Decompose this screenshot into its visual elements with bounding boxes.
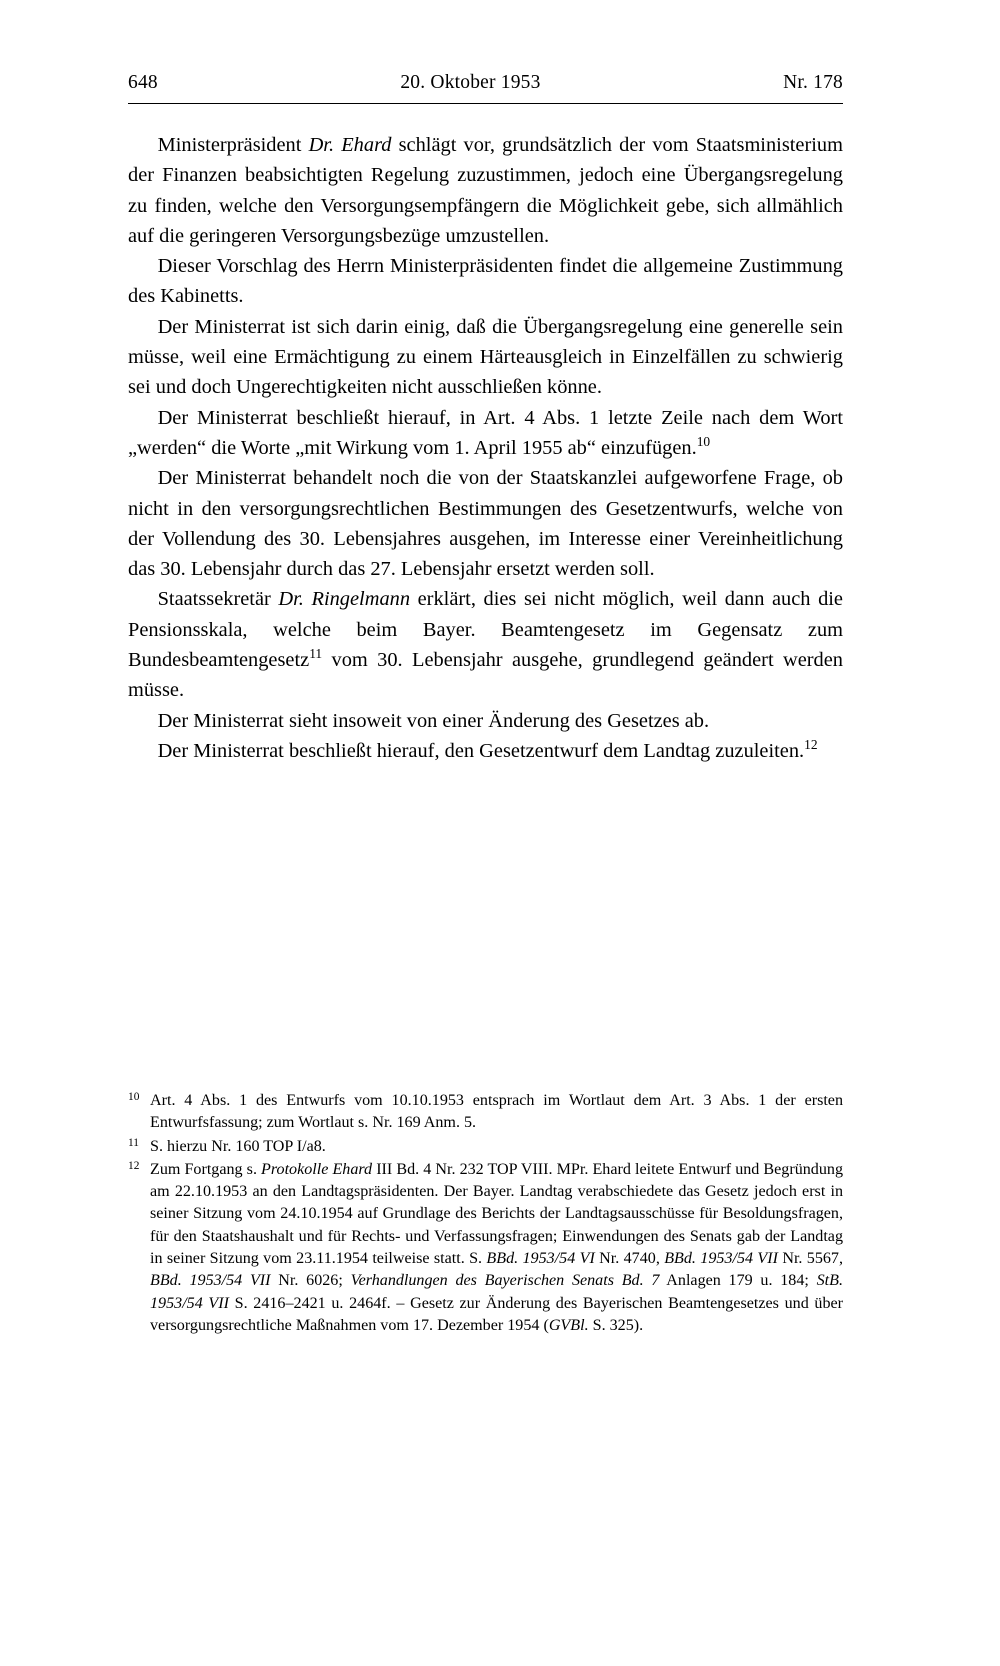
body-text xyxy=(128,130,843,766)
italic-text: Dr. Ringelmann xyxy=(278,588,411,611)
footnote xyxy=(128,1159,843,1337)
text-run: Ministerpräsident xyxy=(157,134,309,156)
text-run: Der Ministerrat beschließt hierauf, den Gesetzentwurf dem Landtag zuzuleiten. xyxy=(157,739,805,762)
text-run: schlägt vor, grundsätzlich der vom Staatsministerium der Finanzen beabsichtigten Regelung zuzustimmen, jedoch eine Übergangsregelung zu finden, welche den Versorgungsempfängern die Möglichkeit gebe, sich allmählich auf die geringeren Versorgungsbezüge umzustellen. xyxy=(128,134,843,247)
text-run: Staatssekretär xyxy=(157,588,279,611)
footnote-text xyxy=(150,1090,843,1135)
text-run: Der Ministerrat behandelt noch die von der Staatskanzlei aufgeworfene Frage, ob nicht in den versorgungsrechtlichen Bestimmungen des Gesetzentwurfs, welche von der Vollendung des 30. Lebensjahres ausgehen, im Interesse einer Vereinheitlichung das 30. Lebensjahr durch das 27. Lebensjahr ersetzt werden soll. xyxy=(128,467,843,581)
text-run: S. hierzu Nr. 160 TOP I/a8. xyxy=(150,1137,326,1155)
text-run: S. 2416–2421 u. 2464f. – Gesetz zur Änderung des Bayerischen Beamtengesetzes und über versorgungsrechtliche Maßnahmen vom 17. Dezember 1954 ( xyxy=(150,1294,844,1334)
italic-text: Verhandlungen des Bayerischen Senats Bd. 7 xyxy=(350,1272,660,1290)
body-paragraph xyxy=(128,736,843,766)
running-head xyxy=(128,72,843,104)
footnote-reference: 12 xyxy=(804,737,818,753)
italic-text: StB. 1953/54 VII xyxy=(150,1272,843,1312)
body-paragraph xyxy=(128,312,843,403)
body-paragraph xyxy=(128,584,843,705)
text-run: Der Ministerrat sieht insoweit von einer Änderung des Gesetzes ab. xyxy=(157,709,710,732)
document-number: Nr. 178 xyxy=(783,72,843,93)
text-run: Anlagen 179 u. 184; xyxy=(659,1272,817,1290)
footnote xyxy=(128,1136,843,1158)
footnote-text xyxy=(150,1136,843,1158)
text-run: Zum Fortgang s. xyxy=(150,1160,262,1178)
italic-text: BBd. 1953/54 VII xyxy=(150,1272,271,1290)
footnotes-section xyxy=(128,1090,843,1338)
text-run: S. 325). xyxy=(588,1316,644,1334)
footnote-reference: 11 xyxy=(309,646,323,662)
footnote-marker: 12 xyxy=(128,1159,140,1172)
body-paragraph xyxy=(128,403,843,464)
text-run: Nr. 4740, xyxy=(594,1249,665,1267)
italic-text: BBd. 1953/54 VII xyxy=(664,1249,778,1267)
body-paragraph xyxy=(128,130,843,251)
italic-text: BBd. 1953/54 VI xyxy=(486,1249,595,1267)
text-run: Nr. 6026; xyxy=(270,1272,351,1290)
text-run: Der Ministerrat ist sich darin einig, daß die Übergangsregelung eine generelle sein müsse, weil eine Ermächtigung zu einem Härteausgleich in Einzelfällen zu schwierig sei und doch Ungerechtigkeiten nicht ausschließen könne. xyxy=(128,315,843,399)
text-run: III Bd. 4 Nr. 232 TOP VIII. MPr. Ehard leitete Entwurf und Begründung am 22.10.1953 an den Landtagspräsidenten. Der Bayer. Landtag verabschiedete das Gesetz jedoch erst in seiner Sitzung vom 24.10.1954 auf Grundlage des Berichts der Landtagsausschüsse für Besoldungsfragen, für den Staatshaushalt und für Rechts- und Verfassungsfragen; Einwendungen des Senats gab der Landtag in seiner Sitzung vom 23.11.1954 teilweise statt. S. xyxy=(150,1160,843,1267)
text-run: Nr. 5567, xyxy=(777,1249,844,1267)
italic-text: GVBl. xyxy=(548,1316,589,1334)
page-number: 648 xyxy=(128,72,158,93)
body-paragraph xyxy=(128,706,843,736)
footnote-marker: 11 xyxy=(128,1136,139,1149)
footnote-marker: 10 xyxy=(128,1091,140,1103)
text-run: Dieser Vorschlag des Herrn Ministerpräsidenten findet die allgemeine Zustimmung des Kabinetts. xyxy=(128,255,843,308)
running-head-date: 20. Oktober 1953 xyxy=(400,72,541,93)
text-run: vom 30. Lebensjahr ausgehe, grundlegend geändert werden müsse. xyxy=(128,649,843,702)
footnote xyxy=(128,1090,843,1135)
italic-text: Protokolle Ehard xyxy=(261,1160,373,1178)
italic-text: Dr. Ehard xyxy=(308,134,392,156)
body-paragraph xyxy=(128,251,843,312)
page-content xyxy=(128,72,843,766)
body-paragraph xyxy=(128,463,843,584)
footnote-text xyxy=(150,1159,843,1337)
text-run: erklärt, dies sei nicht möglich, weil dann auch die Pensionsskala, welche beim Bayer. Beamtengesetz im Gegensatz zum Bundesbeamtengesetz xyxy=(128,588,843,672)
footnote-reference: 10 xyxy=(696,434,711,450)
text-run: Art. 4 Abs. 1 des Entwurfs vom 10.10.1953 entsprach im Wortlaut dem Art. 3 Abs. 1 der ersten Entwurfsfassung; zum Wortlaut s. Nr. 169 Anm. 5. xyxy=(150,1092,843,1132)
text-run: Der Ministerrat beschließt hierauf, in Art. 4 Abs. 1 letzte Zeile nach dem Wort „werden“ die Worte „mit Wirkung vom 1. April 1955 ab“ einzufügen. xyxy=(128,406,843,459)
